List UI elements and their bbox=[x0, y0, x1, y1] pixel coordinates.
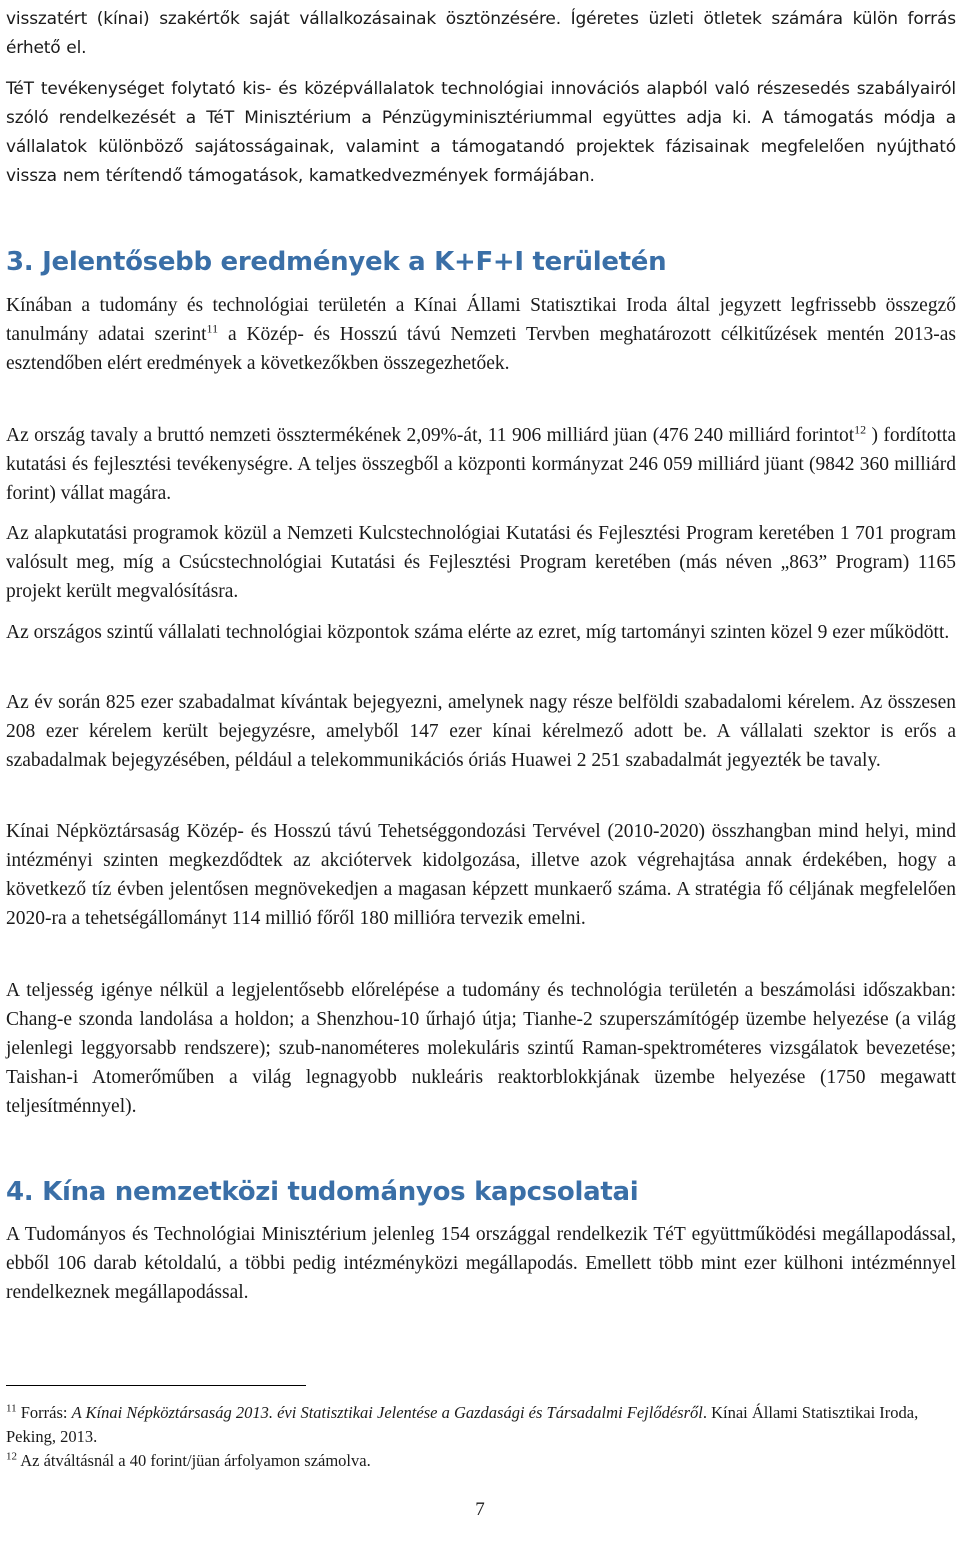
paragraph-talent-plan bbox=[6, 817, 956, 933]
paragraph-text: Az ország tavaly a bruttó nemzeti össztermékének 2,09%-át, 11 906 milliárd jüan (476 240 milliárd forintot bbox=[6, 425, 855, 446]
footnote-number: 12 bbox=[6, 1450, 17, 1463]
footnote-ref-11[interactable]: 11 bbox=[206, 321, 219, 336]
paragraph-text: visszatért (kínai) szakértők saját vállalkozásainak ösztönzésére. Ígéretes üzleti ötletek számára külön forrás érhető el. bbox=[6, 9, 956, 58]
footnote-text: Forrás: bbox=[16, 1403, 72, 1422]
paragraph-rd-spending bbox=[6, 421, 956, 508]
footnote-text: Az átváltásnál a 40 forint/jüan árfolyamon számolva. bbox=[17, 1451, 371, 1470]
footnote-separator bbox=[6, 1385, 306, 1386]
footnote-text: . Kínai Állami Statisztikai Iroda, Peking, 2013. bbox=[6, 1403, 919, 1446]
paragraph-text: ) fordította kutatási és fejlesztési tevékenységre. A teljes összegből a központi kormányzat 246 059 milliárd jüant (9842 360 milliárd forint) vállat magára. bbox=[6, 425, 956, 504]
paragraph-text: Kínában a tudomány és technológiai területén a Kínai Állami Statisztikai Iroda által jegyzett legfrissebb összegző tanulmány adatai szerint bbox=[6, 295, 956, 345]
paragraph-text: a Közép- és Hosszú távú Nemzeti Tervben meghatározott célkitűzések mentén 2013-as esztendőben elért eredmények a következőkben összegezhetőek. bbox=[6, 324, 957, 374]
paragraph-international-agreements bbox=[6, 1220, 956, 1307]
paragraph-text: A Tudományos és Technológiai Minisztérium jelenleg 154 országgal rendelkezik TéT együttműködési megállapodással, ebből 106 darab kétoldalú, a többi pedig intézményközi megállapodás. Emellett több mint ezer külhoni intézménnyel rendelkeznek megállapodással. bbox=[6, 1224, 956, 1303]
footnote-11 bbox=[6, 1401, 956, 1449]
paragraph-text: Az országos szintű vállalati technológiai központok száma elérte az ezret, míg tartományi szinten közel 9 ezer működött. bbox=[6, 622, 950, 643]
paragraph-text: Az év során 825 ezer szabadalmat kívántak bejegyezni, amelynek nagy része belföldi szabadalomi kérelem. Az összesen 208 ezer kérelem került bejegyzésre, amelyből 147 ezer kínai kérelmező adott be. A vállalati szektor is erős a szabadalmak bejegyzésében, például a telekommunikációs óriás Huawei 2 251 szabadalmát jegyezték be tavaly. bbox=[6, 692, 956, 771]
paragraph-basic-research-programs bbox=[6, 519, 956, 606]
page-number: 7 bbox=[475, 1499, 485, 1520]
paragraph-intro-continuation bbox=[6, 5, 956, 63]
paragraph-technology-centers bbox=[6, 618, 956, 647]
paragraph-statistics-summary bbox=[6, 291, 956, 378]
paragraph-text: A teljesség igénye nélkül a legjelentősebb előrelépése a tudomány és technológia területén a beszámolási időszakban: Chang-e szonda landolása a holdon; a Shenzhou-10 űrhajó útja; Tianhe-2 szuperszámítógép üzembe helyezése (a világ jelenlegi leggyorsabb rendszere); szub-nanométeres molekuláris szintű Raman-spektrométeres vizsgálatok bevezetése; Taishan-i Atomerőműben a világ legnagyobb nukleáris reaktorblokkjának üzembe helyezése (1750 megawatt teljesítménnyel). bbox=[6, 980, 956, 1117]
paragraph-major-achievements bbox=[6, 976, 956, 1121]
paragraph-tet-innovation-fund bbox=[6, 75, 956, 191]
section-heading-3: 3. Jelentősebb eredmények a K+F+I területén bbox=[6, 247, 667, 277]
footnote-12 bbox=[6, 1449, 956, 1473]
footnote-ref-12[interactable]: 12 bbox=[854, 422, 867, 437]
paragraph-text: Kínai Népköztársaság Közép- és Hosszú távú Tehetséggondozási Tervével (2010-2020) összhangban mind helyi, mind intézményi szinten megkezdődtek az akciótervek kidolgozása, illetve azok végrehajtása annak érdekében, hogy a következő tíz évben jelentősen megnövekedjen a magasan képzett munkaerő száma. A stratégia fő céljának megfelelően 2020-ra a tehetségállományt 114 millió főről 180 millióra tervezik emelni. bbox=[6, 821, 956, 929]
paragraph-text: Az alapkutatási programok közül a Nemzeti Kulcstechnológiai Kutatási és Fejlesztési Program keretében 1 701 program valósult meg, míg a Csúcstechnológiai Kutatási és Fejlesztési Program keretében (más néven „863” Program) 1165 projekt került megvalósításra. bbox=[6, 523, 956, 602]
paragraph-patents bbox=[6, 688, 956, 775]
section-heading-4: 4. Kína nemzetközi tudományos kapcsolatai bbox=[6, 1177, 639, 1207]
footnote-source-title: A Kínai Népköztársaság 2013. évi Statisztikai Jelentése a Gazdasági és Társadalmi Fejlődésről bbox=[71, 1403, 703, 1422]
paragraph-text: TéT tevékenységet folytató kis- és középvállalatok technológiai innovációs alapból való részesedés szabályairól szóló rendelkezését a TéT Minisztérium a Pénzügyminisztériummal együttes adja ki. A támogatás módja a vállalatok különböző sajátosságainak, valamint a támogatandó projektek fázisainak megfelelően nyújtható vissza nem térítendő támogatások, kamatkedvezmények formájában. bbox=[6, 79, 956, 186]
footnote-number: 11 bbox=[6, 1402, 17, 1415]
